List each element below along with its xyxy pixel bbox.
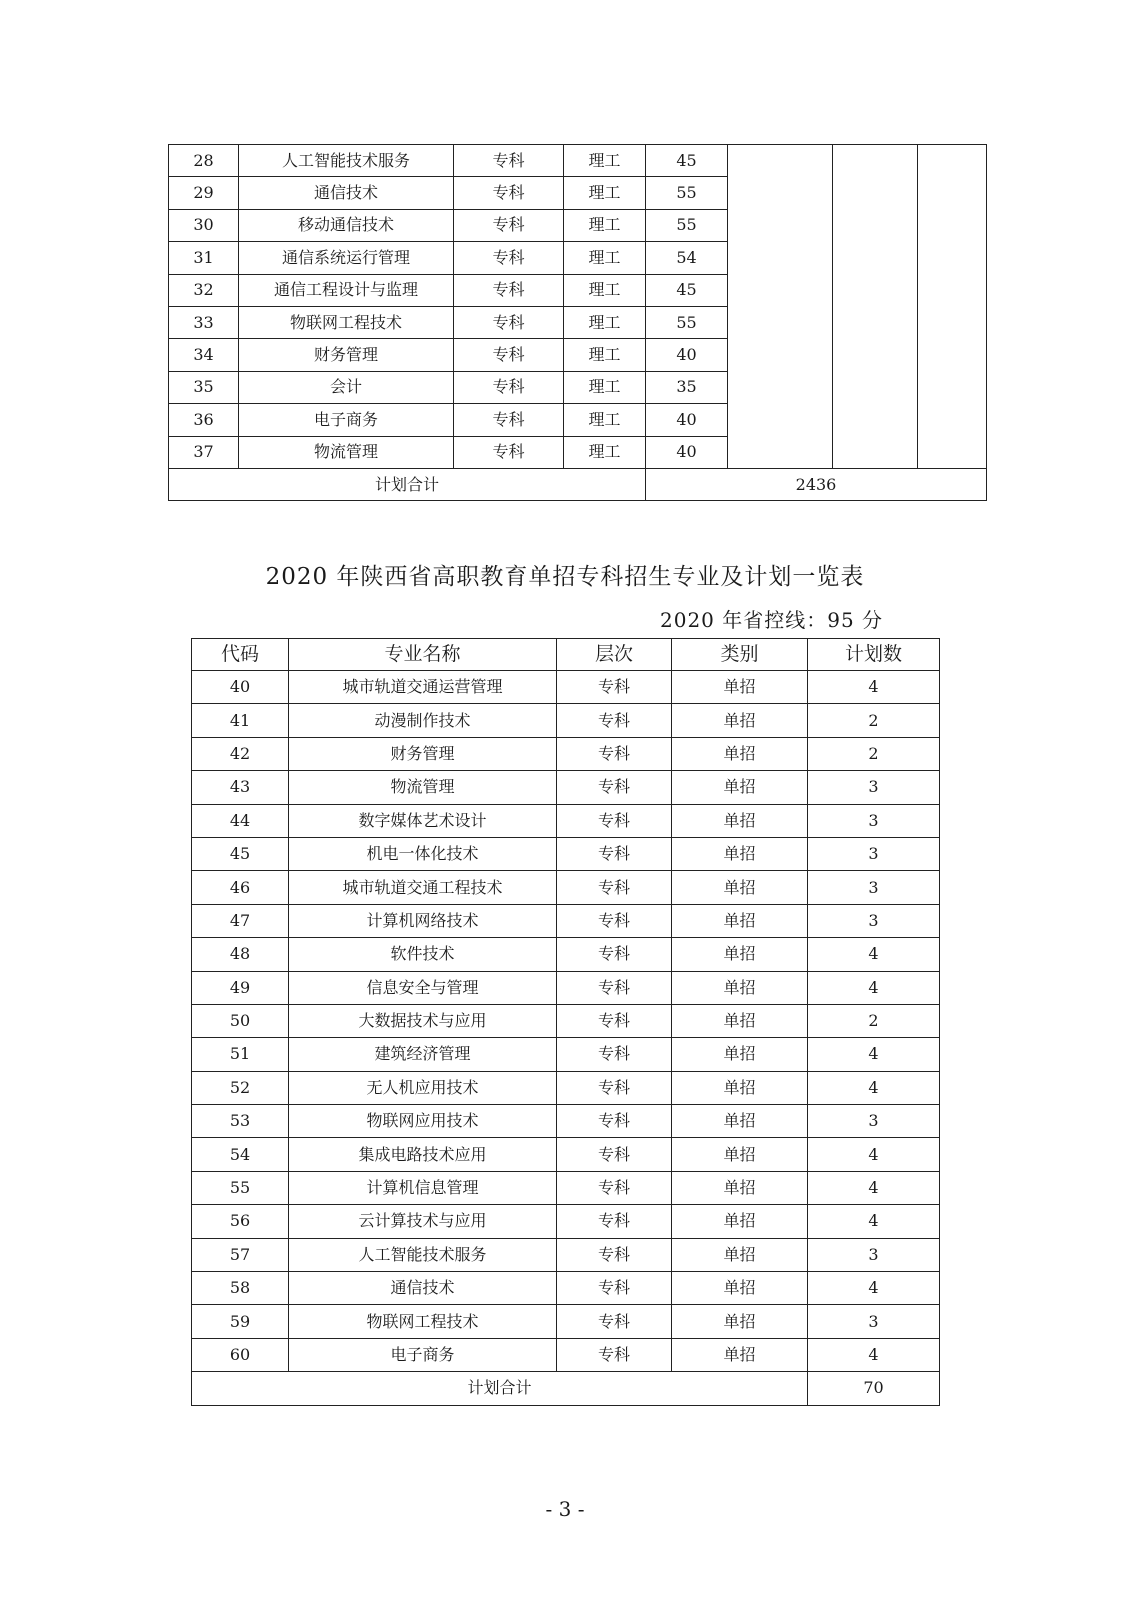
cell-level: 专科 xyxy=(557,837,672,870)
cell-major-name: 通信系统运行管理 xyxy=(239,242,454,274)
cell-code: 30 xyxy=(169,209,239,241)
cell-level: 专科 xyxy=(557,1305,672,1338)
cell-plan: 4 xyxy=(808,671,940,704)
cell-level: 专科 xyxy=(557,1105,672,1138)
cell-major-name: 软件技术 xyxy=(289,938,557,971)
admission-plan-table-continued xyxy=(168,144,987,501)
merged-blank-cell-b xyxy=(833,145,918,469)
table-row xyxy=(192,804,940,837)
cell-major-name: 财务管理 xyxy=(289,737,557,770)
cell-major-name: 计算机信息管理 xyxy=(289,1171,557,1204)
cell-level: 专科 xyxy=(557,671,672,704)
table-row xyxy=(192,1038,940,1071)
cell-major-name: 财务管理 xyxy=(239,339,454,371)
cell-category: 单招 xyxy=(672,771,808,804)
cell-major-name: 机电一体化技术 xyxy=(289,837,557,870)
cell-category: 单招 xyxy=(672,1071,808,1104)
table-row xyxy=(192,971,940,1004)
cell-plan: 4 xyxy=(808,1205,940,1238)
cell-category: 理工 xyxy=(564,145,646,177)
cell-level: 专科 xyxy=(454,274,564,306)
cell-plan: 3 xyxy=(808,1105,940,1138)
cell-level: 专科 xyxy=(557,1171,672,1204)
cell-major-name: 电子商务 xyxy=(289,1338,557,1371)
total-row xyxy=(192,1372,940,1405)
single-recruitment-plan-table xyxy=(191,638,940,1406)
cell-level: 专科 xyxy=(557,1238,672,1271)
cell-plan: 2 xyxy=(808,737,940,770)
table-row xyxy=(192,1138,940,1171)
cell-category: 单招 xyxy=(672,938,808,971)
cell-category: 单招 xyxy=(672,1038,808,1071)
cell-major-name: 电子商务 xyxy=(239,404,454,436)
cell-major-name: 云计算技术与应用 xyxy=(289,1205,557,1238)
cell-code: 37 xyxy=(169,436,239,468)
cell-major-name: 城市轨道交通工程技术 xyxy=(289,871,557,904)
cell-major-name: 人工智能技术服务 xyxy=(289,1238,557,1271)
cell-category: 单招 xyxy=(672,1205,808,1238)
cell-category: 理工 xyxy=(564,242,646,274)
cell-code: 44 xyxy=(192,804,289,837)
cell-major-name: 城市轨道交通运营管理 xyxy=(289,671,557,704)
cell-code: 33 xyxy=(169,306,239,338)
cell-plan: 55 xyxy=(646,306,728,338)
table-row xyxy=(192,1338,940,1371)
cell-plan: 3 xyxy=(808,904,940,937)
cell-category: 单招 xyxy=(672,1338,808,1371)
cell-code: 46 xyxy=(192,871,289,904)
cell-code: 52 xyxy=(192,1071,289,1104)
cell-code: 48 xyxy=(192,938,289,971)
cell-level: 专科 xyxy=(454,177,564,209)
table-row xyxy=(192,771,940,804)
cell-category: 单招 xyxy=(672,904,808,937)
cell-code: 50 xyxy=(192,1004,289,1037)
cell-code: 32 xyxy=(169,274,239,306)
merged-blank-cell-c xyxy=(918,145,987,469)
cell-plan: 55 xyxy=(646,209,728,241)
table-row xyxy=(192,1305,940,1338)
cell-level: 专科 xyxy=(557,1272,672,1305)
cell-major-name: 人工智能技术服务 xyxy=(239,145,454,177)
cell-code: 58 xyxy=(192,1272,289,1305)
table-row xyxy=(192,1272,940,1305)
cell-level: 专科 xyxy=(557,1138,672,1171)
cell-plan: 4 xyxy=(808,1171,940,1204)
cell-category: 单招 xyxy=(672,971,808,1004)
cell-code: 42 xyxy=(192,737,289,770)
table1-body xyxy=(169,145,987,501)
cell-plan: 35 xyxy=(646,371,728,403)
cell-category: 理工 xyxy=(564,404,646,436)
table-row xyxy=(192,1238,940,1271)
table-row xyxy=(192,938,940,971)
cell-code: 56 xyxy=(192,1205,289,1238)
cell-level: 专科 xyxy=(557,971,672,1004)
cell-major-name: 建筑经济管理 xyxy=(289,1038,557,1071)
cell-category: 单招 xyxy=(672,837,808,870)
cell-plan: 4 xyxy=(808,1272,940,1305)
total-value: 2436 xyxy=(646,468,987,500)
cell-plan: 45 xyxy=(646,145,728,177)
cell-category: 单招 xyxy=(672,1004,808,1037)
cell-category: 理工 xyxy=(564,306,646,338)
cell-plan: 40 xyxy=(646,339,728,371)
cell-level: 专科 xyxy=(454,339,564,371)
table-row xyxy=(192,704,940,737)
cell-category: 单招 xyxy=(672,1105,808,1138)
table2-body xyxy=(192,639,940,1406)
cell-code: 49 xyxy=(192,971,289,1004)
cell-code: 35 xyxy=(169,371,239,403)
cell-plan: 3 xyxy=(808,837,940,870)
cell-major-name: 物联网工程技术 xyxy=(289,1305,557,1338)
cell-level: 专科 xyxy=(454,436,564,468)
cell-level: 专科 xyxy=(557,771,672,804)
cell-major-name: 计算机网络技术 xyxy=(289,904,557,937)
cell-major-name: 无人机应用技术 xyxy=(289,1071,557,1104)
cell-category: 单招 xyxy=(672,1272,808,1305)
cell-level: 专科 xyxy=(557,938,672,971)
cell-level: 专科 xyxy=(557,904,672,937)
cell-major-name: 物流管理 xyxy=(289,771,557,804)
table-row xyxy=(192,871,940,904)
cell-level: 专科 xyxy=(557,804,672,837)
table-row xyxy=(169,145,987,177)
cell-category: 单招 xyxy=(672,737,808,770)
cell-major-name: 会计 xyxy=(239,371,454,403)
cell-plan: 4 xyxy=(808,938,940,971)
cell-level: 专科 xyxy=(454,242,564,274)
cell-plan: 4 xyxy=(808,971,940,1004)
cell-level: 专科 xyxy=(454,306,564,338)
cell-code: 43 xyxy=(192,771,289,804)
cell-code: 57 xyxy=(192,1238,289,1271)
cell-major-name: 物联网工程技术 xyxy=(239,306,454,338)
cell-plan: 4 xyxy=(808,1338,940,1371)
table-row xyxy=(192,671,940,704)
cell-plan: 2 xyxy=(808,1004,940,1037)
cell-category: 单招 xyxy=(672,871,808,904)
cell-code: 36 xyxy=(169,404,239,436)
total-label: 计划合计 xyxy=(192,1372,808,1405)
cell-plan: 40 xyxy=(646,404,728,436)
cell-major-name: 移动通信技术 xyxy=(239,209,454,241)
cell-plan: 4 xyxy=(808,1071,940,1104)
cell-category: 单招 xyxy=(672,1171,808,1204)
merged-blank-cell-a xyxy=(728,145,833,469)
cell-code: 51 xyxy=(192,1038,289,1071)
cell-code: 34 xyxy=(169,339,239,371)
cell-level: 专科 xyxy=(557,1205,672,1238)
cell-level: 专科 xyxy=(557,1038,672,1071)
cell-level: 专科 xyxy=(557,1338,672,1371)
cell-major-name: 物联网应用技术 xyxy=(289,1105,557,1138)
cell-major-name: 集成电路技术应用 xyxy=(289,1138,557,1171)
cell-code: 59 xyxy=(192,1305,289,1338)
cell-major-name: 大数据技术与应用 xyxy=(289,1004,557,1037)
header-category: 类别 xyxy=(672,639,808,671)
cell-category: 理工 xyxy=(564,339,646,371)
cell-plan: 40 xyxy=(646,436,728,468)
cell-code: 60 xyxy=(192,1338,289,1371)
cell-level: 专科 xyxy=(454,371,564,403)
cell-category: 理工 xyxy=(564,371,646,403)
table-header-row xyxy=(192,639,940,671)
cell-code: 47 xyxy=(192,904,289,937)
cell-category: 理工 xyxy=(564,436,646,468)
table-row xyxy=(192,1071,940,1104)
page-title: 2020 年陕西省高职教育单招专科招生专业及计划一览表 xyxy=(265,564,865,590)
cell-plan: 3 xyxy=(808,871,940,904)
cell-plan: 55 xyxy=(646,177,728,209)
cell-category: 理工 xyxy=(564,177,646,209)
table-row xyxy=(192,1105,940,1138)
cell-category: 单招 xyxy=(672,1138,808,1171)
cell-code: 40 xyxy=(192,671,289,704)
cell-major-name: 物流管理 xyxy=(239,436,454,468)
header-level: 层次 xyxy=(557,639,672,671)
table-row xyxy=(192,904,940,937)
cell-level: 专科 xyxy=(557,704,672,737)
cell-level: 专科 xyxy=(454,404,564,436)
cell-code: 54 xyxy=(192,1138,289,1171)
cell-plan: 3 xyxy=(808,1305,940,1338)
cell-plan: 54 xyxy=(646,242,728,274)
total-row xyxy=(169,468,987,500)
table-row xyxy=(192,1004,940,1037)
header-name: 专业名称 xyxy=(289,639,557,671)
table-row xyxy=(192,1171,940,1204)
cell-plan: 3 xyxy=(808,1238,940,1271)
cell-major-name: 通信技术 xyxy=(239,177,454,209)
cell-category: 单招 xyxy=(672,671,808,704)
table-row xyxy=(192,1205,940,1238)
page-number: - 3 - xyxy=(545,1497,585,1521)
cell-category: 理工 xyxy=(564,274,646,306)
cell-level: 专科 xyxy=(557,1071,672,1104)
cell-plan: 4 xyxy=(808,1038,940,1071)
cell-major-name: 通信技术 xyxy=(289,1272,557,1305)
table-row xyxy=(192,737,940,770)
cell-category: 单招 xyxy=(672,704,808,737)
cell-category: 单招 xyxy=(672,1238,808,1271)
cell-major-name: 动漫制作技术 xyxy=(289,704,557,737)
cell-plan: 45 xyxy=(646,274,728,306)
cell-major-name: 数字媒体艺术设计 xyxy=(289,804,557,837)
cell-plan: 3 xyxy=(808,771,940,804)
cell-code: 28 xyxy=(169,145,239,177)
table-row xyxy=(192,837,940,870)
cell-plan: 3 xyxy=(808,804,940,837)
cell-code: 53 xyxy=(192,1105,289,1138)
cell-level: 专科 xyxy=(454,145,564,177)
header-plan: 计划数 xyxy=(808,639,940,671)
cell-level: 专科 xyxy=(557,1004,672,1037)
cell-major-name: 信息安全与管理 xyxy=(289,971,557,1004)
cell-major-name: 通信工程设计与监理 xyxy=(239,274,454,306)
cell-code: 41 xyxy=(192,704,289,737)
cell-level: 专科 xyxy=(557,737,672,770)
header-code: 代码 xyxy=(192,639,289,671)
cell-code: 55 xyxy=(192,1171,289,1204)
cell-category: 单招 xyxy=(672,804,808,837)
cell-category: 单招 xyxy=(672,1305,808,1338)
cell-level: 专科 xyxy=(557,871,672,904)
cell-code: 31 xyxy=(169,242,239,274)
cell-plan: 4 xyxy=(808,1138,940,1171)
cell-code: 29 xyxy=(169,177,239,209)
cell-category: 理工 xyxy=(564,209,646,241)
total-value: 70 xyxy=(808,1372,940,1405)
control-line-note: 2020 年省控线：95 分 xyxy=(660,608,884,632)
cell-plan: 2 xyxy=(808,704,940,737)
cell-code: 45 xyxy=(192,837,289,870)
cell-level: 专科 xyxy=(454,209,564,241)
total-label: 计划合计 xyxy=(169,468,646,500)
